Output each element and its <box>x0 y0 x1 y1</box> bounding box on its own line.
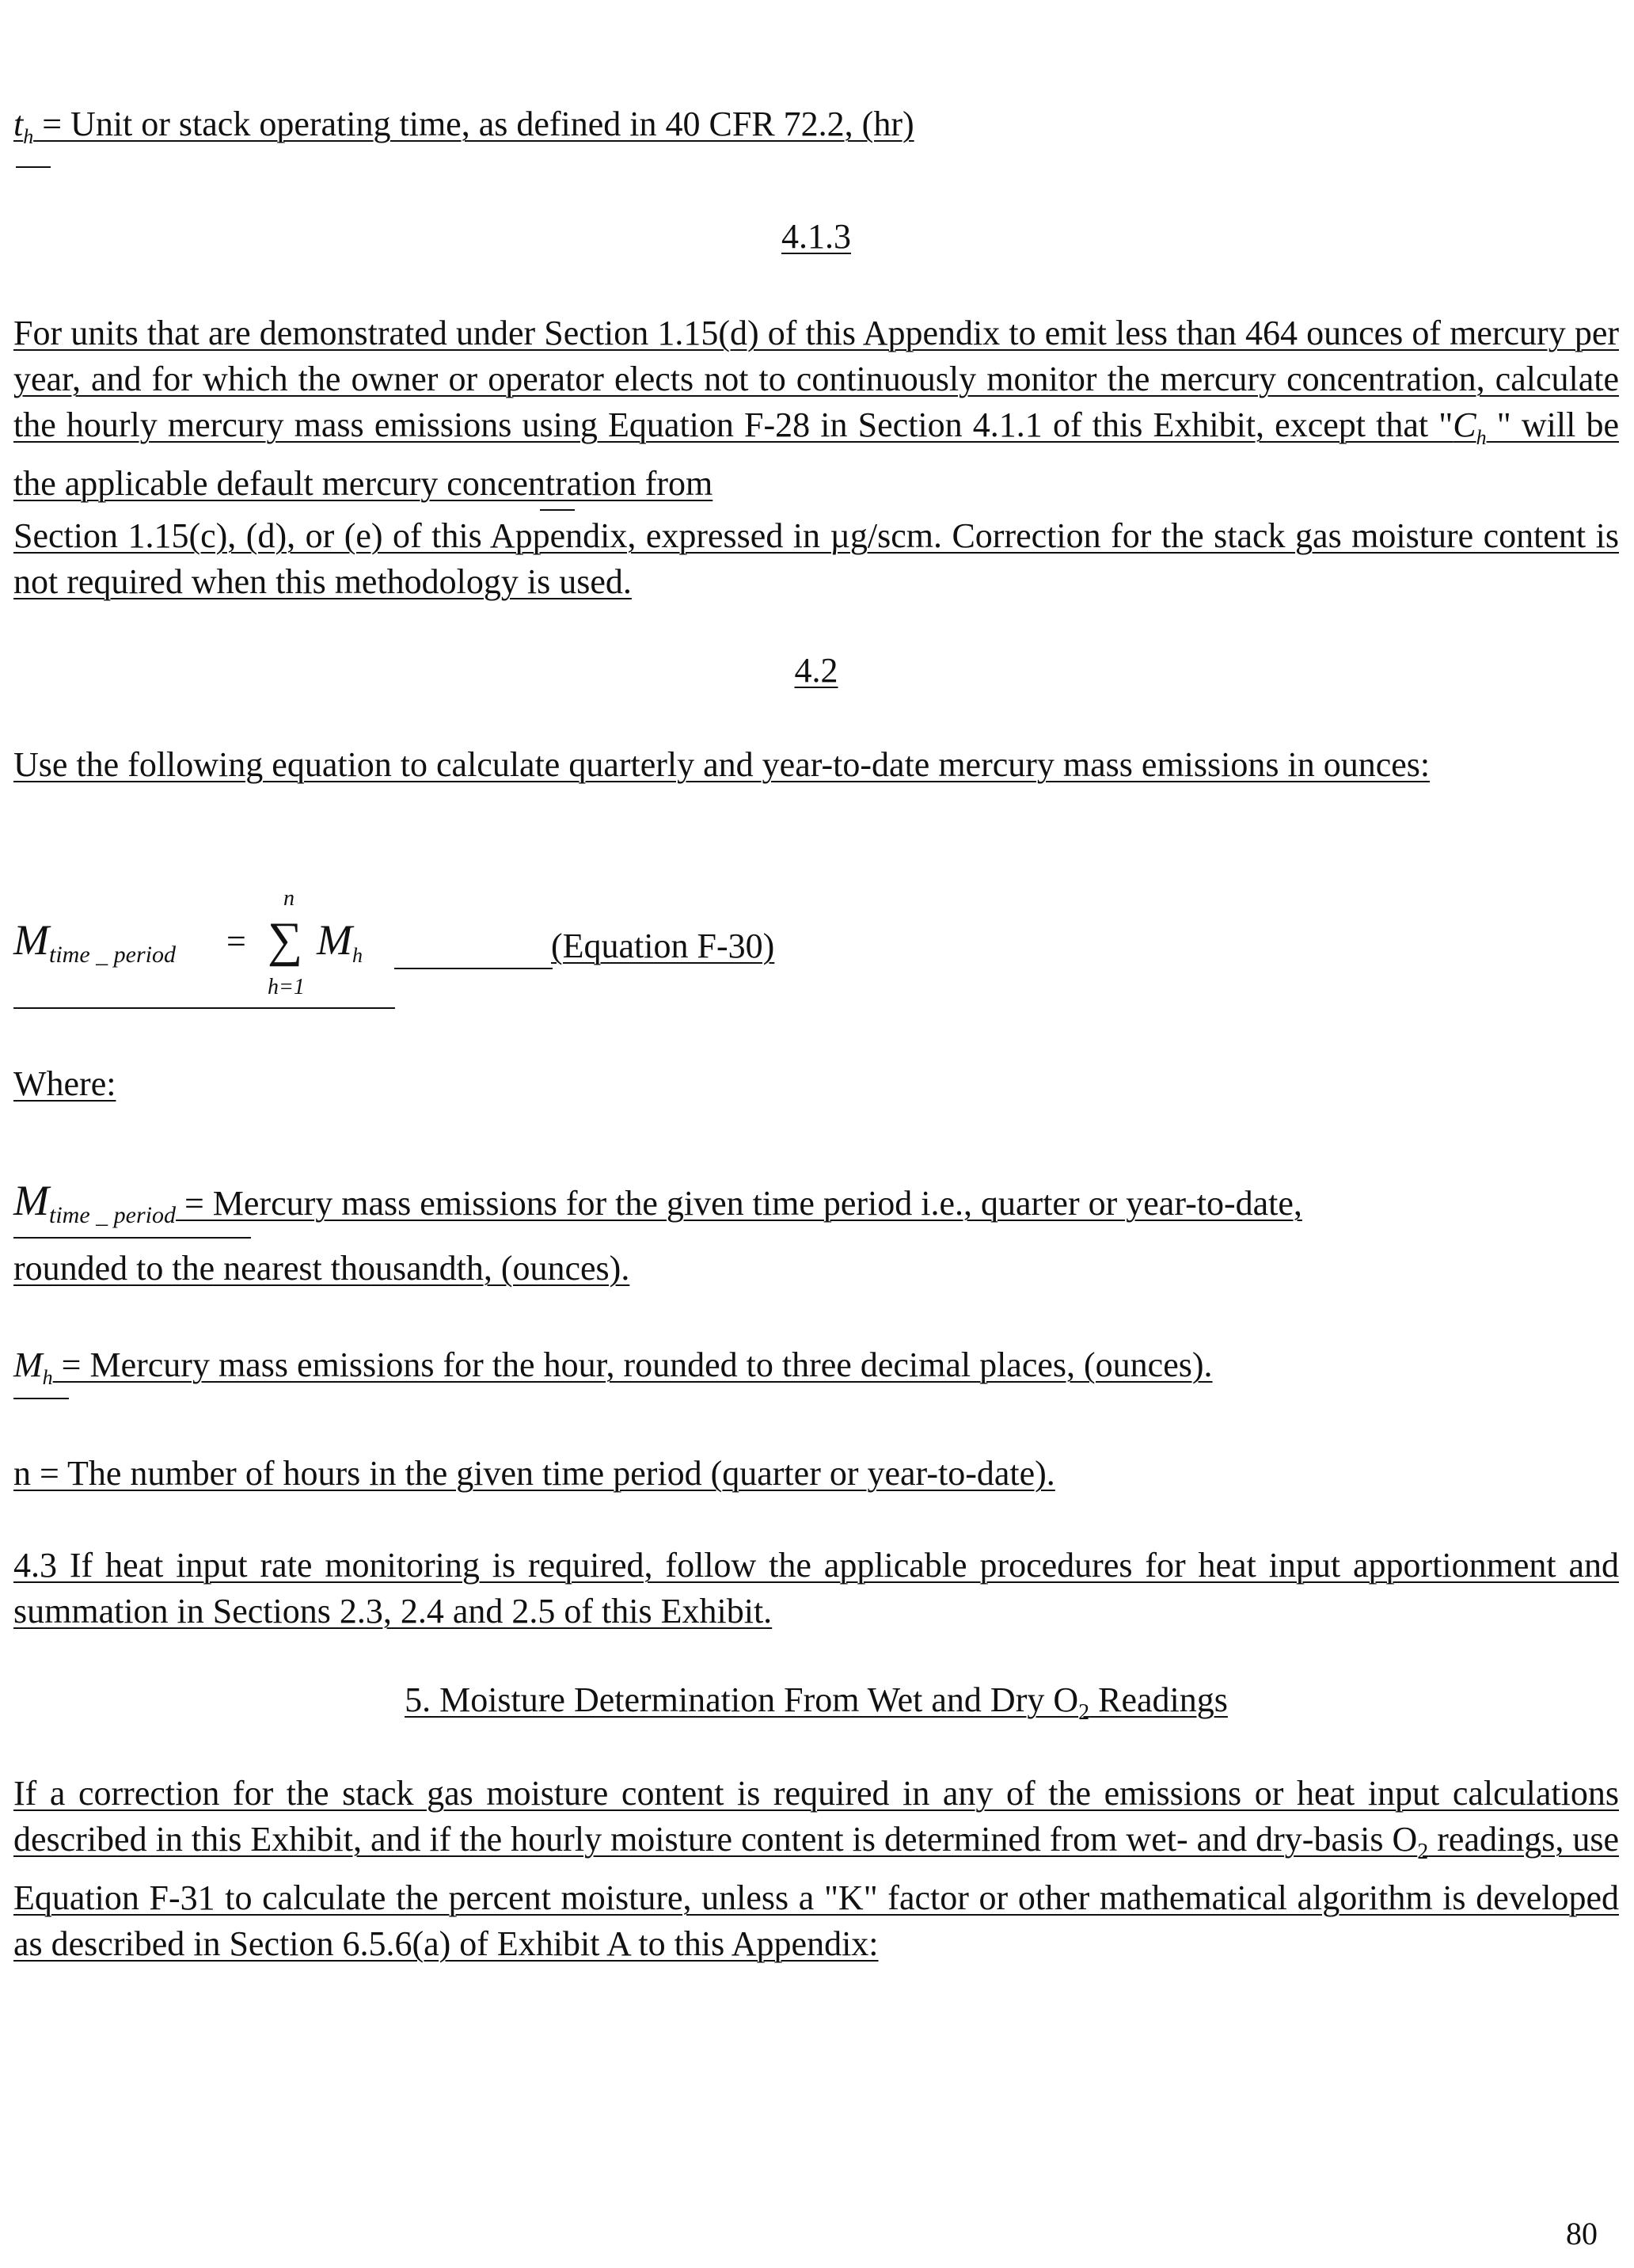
m-h-definition <box>13 1342 1619 1401</box>
ch-subscript: h <box>1476 426 1487 449</box>
equation-underbar <box>13 1007 395 1009</box>
th-definition <box>13 101 1619 160</box>
page-number: 80 <box>1566 2216 1598 2251</box>
th-definition-text: = Unit or stack operating time, as defined in 40 CFR 72.2, (hr) <box>33 105 914 143</box>
section-5-heading-row <box>13 1677 1619 1736</box>
where-row <box>13 1061 1619 1107</box>
equation-lhs <box>13 917 176 978</box>
section-413-paragraph-b <box>13 513 1619 605</box>
section-413-paragraph-a <box>13 310 1619 507</box>
n-text: n = The number of hours in the given time period (quarter or year-to-date). <box>13 1454 1055 1493</box>
where-label: Where: <box>13 1064 116 1103</box>
section-5-heading-subscript: 2 <box>1078 1700 1090 1725</box>
equation-label-leader <box>394 968 553 969</box>
section-5-heading-text-2: Readings <box>1089 1680 1228 1719</box>
section-413-text-2: " will be the applicable default mercury concentration from <box>13 405 1619 503</box>
m-h-subscript: h <box>42 1366 53 1389</box>
section-5-paragraph <box>13 1771 1619 1967</box>
m-h-text: = Mercury mass emissions for the hour, rounded to three decimal places, (ounces). <box>52 1345 1213 1384</box>
equation-rhs-subscript: h <box>352 944 363 967</box>
ch-underbar <box>540 509 575 511</box>
sum-sign: ∑ <box>268 913 303 967</box>
section-413-text-3: Section 1.15(c), (d), or (e) of this Appendix, expressed in µg/scm. Correction for the stack gas moisture content is not required when this methodology is used. <box>13 516 1619 601</box>
sum-lower-limit: h=1 <box>268 975 305 999</box>
section-42-heading: 4.2 <box>794 651 838 690</box>
section-42-heading-row <box>13 648 1619 694</box>
th-subscript: h <box>23 125 34 148</box>
section-413-heading: 4.1.3 <box>781 217 851 256</box>
m-h-underbar <box>13 1398 69 1399</box>
section-42-paragraph <box>13 742 1619 788</box>
m-time-period-symbol: M <box>13 1177 49 1224</box>
equation-rhs <box>317 917 363 979</box>
section-5-heading-text-1: 5. Moisture Determination From Wet and Dry O <box>405 1680 1079 1719</box>
m-time-period-underbar <box>13 1237 251 1239</box>
equation-equals: = <box>226 922 246 961</box>
th-underbar <box>16 166 51 168</box>
n-definition <box>13 1451 1619 1497</box>
m-time-period-text-2: rounded to the nearest thousandth, (ounces). <box>13 1249 630 1288</box>
m-time-period-definition <box>13 1178 1619 1239</box>
ch-symbol: C <box>1453 405 1476 444</box>
equation-lhs-subscript: time _ period <box>48 942 176 968</box>
section-5-text-1: If a correction for the stack gas moisture content is required in any of the emissions or heat input calculations described in this Exhibit, and if the hourly moisture content is determined from wet- and dry-basis O <box>13 1774 1619 1859</box>
equation-lhs-symbol: M <box>13 916 49 964</box>
equation-label: (Equation F-30) <box>551 927 775 965</box>
section-5-text-subscript: 2 <box>1417 1840 1429 1864</box>
m-h-symbol: M <box>13 1345 43 1384</box>
section-413-heading-row <box>13 214 1619 260</box>
section-43-paragraph <box>13 1543 1619 1634</box>
sum-upper-limit: n <box>283 886 294 911</box>
m-time-period-definition-cont <box>13 1246 1619 1292</box>
section-43-text: 4.3 If heat input rate monitoring is required, follow the applicable procedures for heat input apportionment and summation in Sections 2.3, 2.4 and 2.5 of this Exhibit. <box>13 1546 1619 1631</box>
section-5-text-2: readings, use Equation F-31 to calculate the percent moisture, unless a "K" factor or other mathematical algorithm is developed as described in Section 6.5.6(a) of Exhibit A to this Appendix: <box>13 1820 1619 1963</box>
m-time-period-subscript: time _ period <box>48 1202 176 1228</box>
section-413-text-1: For units that are demonstrated under Section 1.15(d) of this Appendix to emit less than 464 ounces of mercury per year, and for which the owner or operator elects not to continuously monitor the mercury concentration, calculate the hourly mercury mass emissions using Equation F-28 in Section 4.1.1 of this Exhibit, except that " <box>13 314 1619 444</box>
equation-rhs-symbol: M <box>317 916 352 964</box>
section-5-heading <box>405 1680 1228 1725</box>
m-time-period-text-1: = Mercury mass emissions for the given time period i.e., quarter or year-to-date, <box>175 1184 1302 1223</box>
section-42-text: Use the following equation to calculate quarterly and year-to-date mercury mass emissions in ounces: <box>13 745 1431 784</box>
th-symbol: t <box>13 105 24 143</box>
